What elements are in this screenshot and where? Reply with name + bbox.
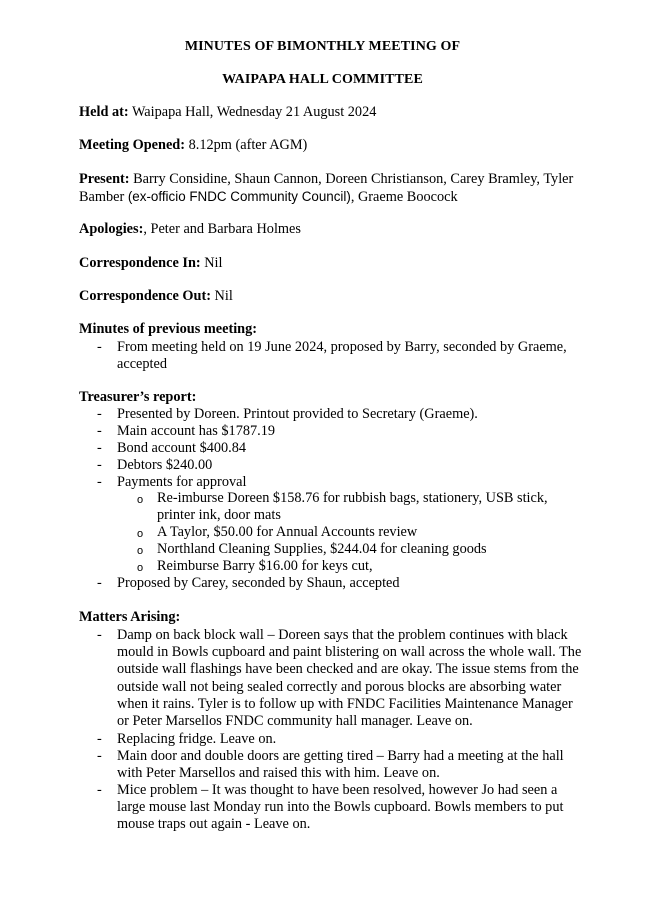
meeting-opened-label: Meeting Opened: [79, 137, 186, 153]
present-ex-officio: (ex-officio FNDC Community Council) [127, 189, 351, 204]
matter-mice [117, 782, 605, 834]
matter-damp-line: when it rains. Tyler is to follow up with FNDC Facilities Maintenance Manager [117, 695, 573, 712]
correspondence-out-line [79, 288, 233, 305]
apologies-value: , Peter and Barbara Holmes [143, 221, 301, 237]
sub-bullet: o [137, 545, 144, 557]
payment-item: A Taylor, $50.00 for Annual Accounts review [157, 524, 418, 540]
payment-item: Reimburse Barry $16.00 for keys cut, [157, 558, 373, 574]
treasurer-item: Presented by Doreen. Printout provided to Secretary (Graeme). [117, 406, 478, 422]
matters-arising-heading: Matters Arising: [79, 609, 181, 625]
matter-fridge: Replacing fridge. Leave on. [117, 731, 277, 747]
bullet-dash: - [97, 423, 102, 439]
payment-item-line-2: printer ink, door mats [157, 507, 281, 523]
matter-damp-line: or Peter Marsellos FNDC community hall manager. Leave on. [117, 713, 473, 730]
treasurer-item: Payments for approval [117, 474, 247, 490]
matter-damp-line: outside wall flashings have been checked and are okay. The issue stems from the [117, 661, 579, 678]
payment-item-line-1: Re-imburse Doreen $158.76 for rubbish bags, stationery, USB stick, [157, 490, 548, 506]
present-value-1: Barry Considine, Shaun Cannon, Doreen Christianson, Carey Bramley, Tyler [129, 171, 574, 187]
meeting-opened-line [79, 137, 307, 154]
correspondence-in-line [79, 255, 223, 272]
sub-bullet: o [137, 528, 144, 540]
treasurer-heading: Treasurer’s report: [79, 389, 197, 405]
present-label: Present: [79, 171, 130, 187]
correspondence-out-value: Nil [210, 288, 233, 304]
held-at-value: Waipapa Hall, Wednesday 21 August 2024 [128, 104, 377, 120]
bullet-dash: - [97, 406, 102, 422]
held-at-label: Held at: [79, 104, 129, 120]
previous-minutes-heading: Minutes of previous meeting: [79, 321, 258, 337]
treasurer-item: Main account has $1787.19 [117, 423, 276, 439]
bullet-dash: - [97, 457, 102, 473]
correspondence-out-label: Correspondence Out: [79, 288, 211, 304]
matter-mice-line: Mice problem – It was thought to have been resolved, however Jo had seen a [117, 782, 558, 798]
bullet-dash: - [97, 782, 102, 798]
present-line-1 [79, 171, 573, 188]
matter-damp-line: Damp on back block wall – Doreen says that the problem continues with black [117, 627, 568, 643]
held-at-line [79, 104, 376, 121]
correspondence-in-label: Correspondence In: [79, 255, 201, 271]
apologies-label: Apologies: [79, 221, 144, 237]
title-line-1: MINUTES OF BIMONTHLY MEETING OF [184, 39, 461, 54]
bullet-dash: - [97, 627, 102, 643]
bullet-dash: - [97, 474, 102, 490]
matter-doors [117, 748, 605, 782]
meeting-opened-value: 8.12pm (after AGM) [185, 137, 308, 153]
treasurer-item: Debtors $240.00 [117, 457, 213, 473]
apologies-line [79, 221, 301, 238]
present-line-2 [79, 188, 458, 206]
bullet-dash: - [97, 748, 102, 764]
previous-minutes-item-line-1: From meeting held on 19 June 2024, proposed by Barry, seconded by Graeme, [117, 339, 567, 355]
treasurer-item: Bond account $400.84 [117, 440, 247, 456]
bullet-dash: - [97, 575, 102, 591]
matter-doors-line: with Peter Marsellos and raised this with him. Leave on. [117, 765, 440, 782]
treasurer-closing: Proposed by Carey, seconded by Shaun, accepted [117, 575, 400, 591]
payment-item: Northland Cleaning Supplies, $244.04 for cleaning goods [157, 541, 487, 557]
matter-damp-line: outside wall not being sealed correctly and porous blocks are absorbing water [117, 678, 562, 695]
matter-mice-line: large mouse last Monday run into the Bowls cupboard. Bowls members to put [117, 799, 564, 816]
bullet-dash: - [97, 440, 102, 456]
correspondence-in-value: Nil [200, 255, 223, 271]
present-value-2: Bamber [79, 189, 128, 205]
present-value-3: , Graeme Boocock [350, 189, 458, 205]
previous-minutes-item-line-2: accepted [117, 356, 167, 372]
bullet-dash: - [97, 339, 102, 355]
matter-damp [117, 627, 605, 730]
sub-bullet: o [137, 562, 144, 574]
sub-bullet: o [137, 494, 144, 506]
matter-doors-line: Main door and double doors are getting tired – Barry had a meeting at the hall [117, 748, 564, 764]
matter-damp-line: mould in Bowls cupboard and paint blistering on wall across the whole wall. The [117, 644, 582, 661]
bullet-dash: - [97, 731, 102, 747]
matter-mice-line: mouse traps out again - Leave on. [117, 816, 311, 833]
title-line-2: WAIPAPA HALL COMMITTEE [222, 72, 423, 87]
